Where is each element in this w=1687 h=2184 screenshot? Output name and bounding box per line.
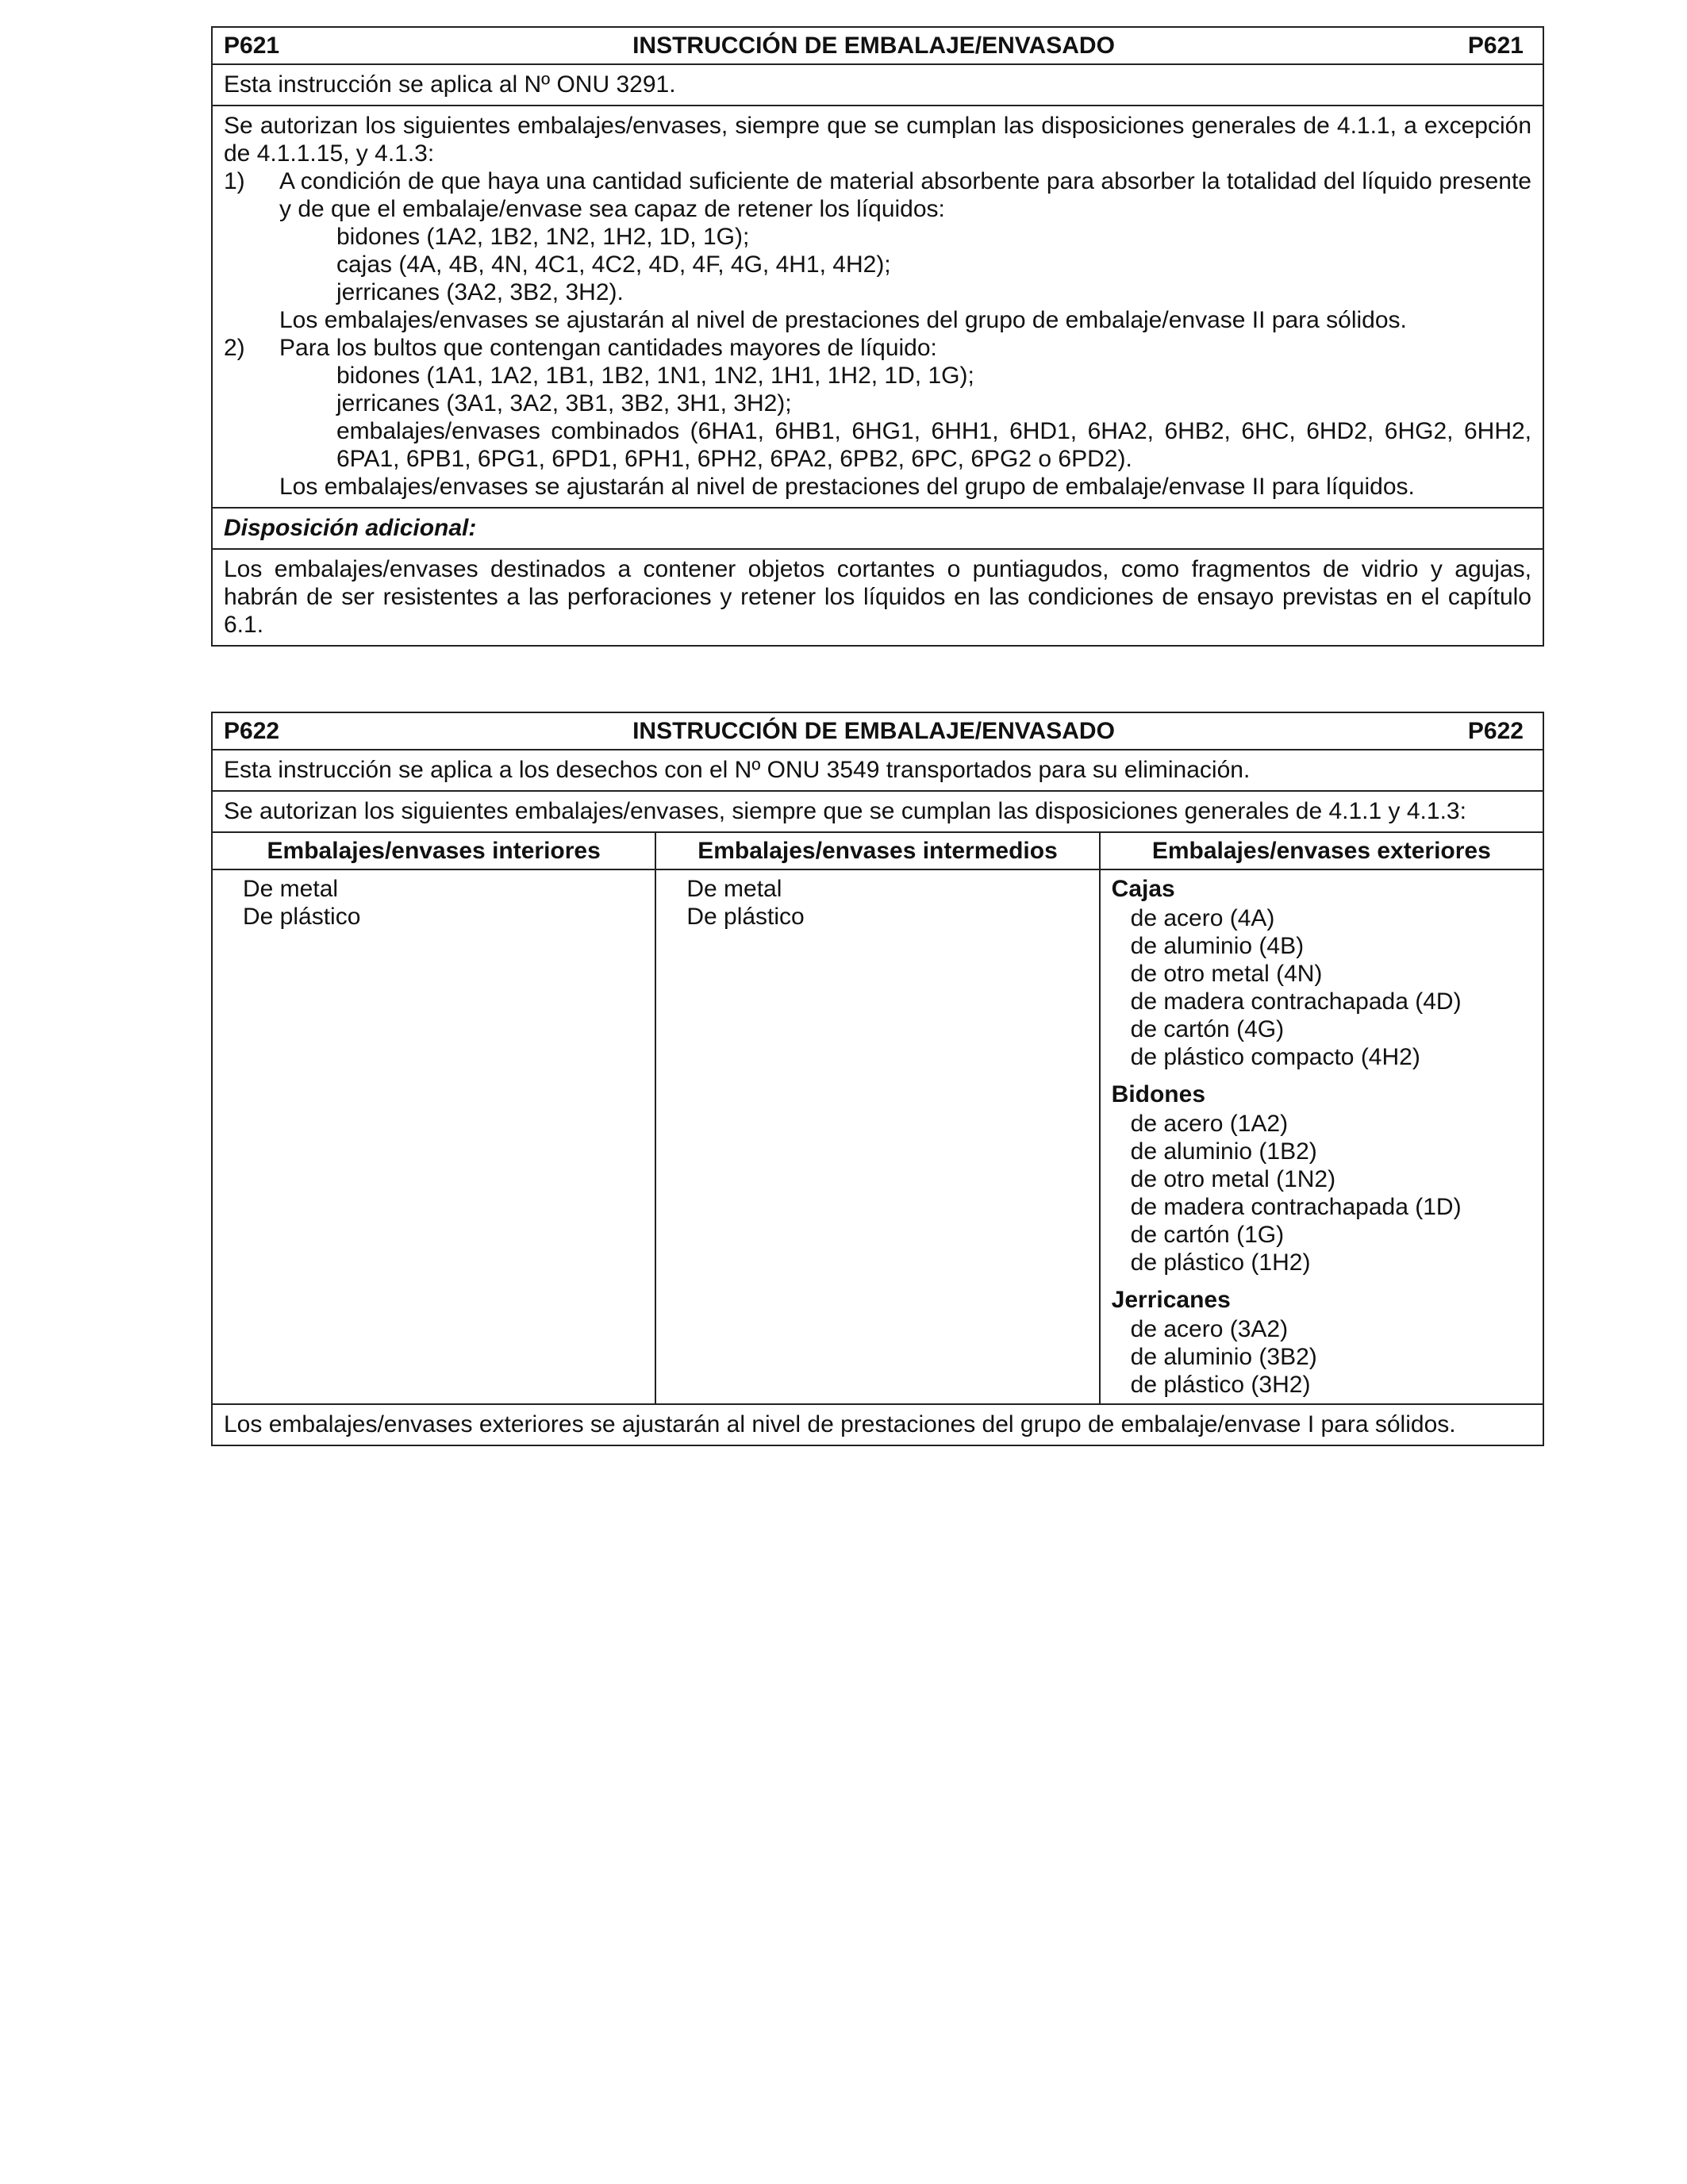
list-item: de madera contrachapada (4D) — [1130, 988, 1462, 1015]
list-item: de aluminio (1B2) — [1130, 1138, 1317, 1165]
p621-title: INSTRUCCIÓN DE EMBALAJE/ENVASADO — [632, 33, 1115, 59]
list-item: De metal — [243, 876, 339, 902]
list-item: De metal — [686, 876, 782, 902]
column-header: Embalajes/envases exteriores — [1101, 833, 1543, 870]
list-item: de aluminio (4B) — [1130, 933, 1305, 959]
list-item: de madera contrachapada (1D) — [1130, 1194, 1462, 1220]
p622-code-left: P622 — [224, 718, 280, 744]
p621-body — [213, 105, 1543, 507]
column-body — [656, 870, 1098, 935]
intermediate-column — [655, 833, 1098, 1403]
outer-column — [1099, 833, 1543, 1403]
list-item: De plástico — [686, 904, 805, 930]
p622-columns — [213, 831, 1543, 1403]
p622-header — [213, 713, 1543, 749]
list-item: De plástico — [243, 904, 361, 930]
list-item: de plástico (1H2) — [1130, 1249, 1311, 1276]
item-number: 2) — [224, 335, 245, 361]
p622-table — [211, 712, 1544, 1446]
list-item: cajas (4A, 4B, 4N, 4C1, 4C2, 4D, 4F, 4G, 4H1, 4H2); — [336, 251, 891, 278]
list-item: bidones (1A1, 1A2, 1B1, 1B2, 1N1, 1N2, 1H1, 1H2, 1D, 1G); — [336, 363, 974, 389]
p621-additional-text: Los embalajes/envases destinados a contener objetos cortantes o puntiagudos, como fragmentos de vidrio y agujas, habrán de ser resistentes a las perforaciones y retener los líquidos en las condiciones de ensayo previstas en el capítulo 6.1. — [213, 548, 1543, 645]
item-note: Los embalajes/envases se ajustarán al nivel de prestaciones del grupo de embalaje/envase II para sólidos. — [279, 307, 1407, 333]
list-item: jerricanes (3A1, 3A2, 3B1, 3B2, 3H1, 3H2); — [336, 390, 792, 416]
list-item: de otro metal (1N2) — [1130, 1166, 1336, 1192]
column-header: Embalajes/envases interiores — [213, 833, 655, 870]
list-item: de plástico (3H2) — [1130, 1372, 1311, 1398]
list-item: jerricanes (3A2, 3B2, 3H2). — [336, 279, 624, 305]
group-title: Cajas — [1111, 876, 1175, 902]
p621-header — [213, 28, 1543, 63]
item-text: Para los bultos que contengan cantidades mayores de líquido: — [279, 335, 937, 361]
list-item: de plástico compacto (4H2) — [1130, 1044, 1420, 1070]
p621-code-right: P621 — [1467, 33, 1524, 59]
list-item: de cartón (4G) — [1130, 1016, 1285, 1042]
list-item: de acero (3A2) — [1130, 1316, 1289, 1342]
column-header: Embalajes/envases intermedios — [656, 833, 1098, 870]
inner-column — [213, 833, 655, 1403]
p622-applies: Esta instrucción se aplica a los desechos con el Nº ONU 3549 transportados para su eliminación. — [213, 749, 1543, 790]
p621-table — [211, 26, 1544, 647]
additional-title: Disposición adicional: — [224, 515, 477, 541]
group-title: Bidones — [1111, 1081, 1206, 1107]
list-item: embalajes/envases combinados (6HA1, 6HB1, 6HG1, 6HH1, 6HD1, 6HA2, 6HB2, 6HC, 6HD2, 6HG2, 6HH2, 6PA1, 6PB1, 6PG1, 6PD1, 6PH1, 6PH2, 6PA2, 6PB2, 6PC, 6PG2 o 6PD2). — [336, 418, 1531, 472]
list-item: de acero (4A) — [1130, 905, 1275, 931]
list-item: de aluminio (3B2) — [1130, 1344, 1317, 1370]
item-note: Los embalajes/envases se ajustarán al nivel de prestaciones del grupo de embalaje/envase II para líquidos. — [279, 474, 1415, 500]
p621-intro: Se autorizan los siguientes embalajes/envases, siempre que se cumplan las disposiciones generales de 4.1.1, a excepción de 4.1.1.15, y 4.1.3: — [224, 113, 1531, 167]
column-body — [213, 870, 655, 935]
list-item: bidones (1A2, 1B2, 1N2, 1H2, 1D, 1G); — [336, 224, 750, 250]
p621-item-1 — [224, 167, 1531, 223]
list-item: de otro metal (4N) — [1130, 961, 1323, 987]
group-bidones — [1112, 1080, 1531, 1276]
p622-intro: Se autorizan los siguientes embalajes/envases, siempre que se cumplan las disposiciones generales de 4.1.1 y 4.1.3: — [213, 790, 1543, 831]
p621-item-2 — [224, 334, 1531, 362]
p621-additional — [213, 507, 1543, 548]
p622-footer: Los embalajes/envases exteriores se ajustarán al nivel de prestaciones del grupo de embalaje/envase I para sólidos. — [213, 1403, 1543, 1445]
list-item: de cartón (1G) — [1130, 1222, 1285, 1248]
p621-code-left: P621 — [224, 33, 280, 59]
group-cajas — [1112, 875, 1531, 1071]
group-jerricanes — [1112, 1286, 1531, 1399]
item-text: A condición de que haya una cantidad suficiente de material absorbente para absorber la totalidad del líquido presente y de que el embalaje/envase sea capaz de retener los líquidos: — [279, 168, 1531, 222]
p622-title: INSTRUCCIÓN DE EMBALAJE/ENVASADO — [632, 718, 1115, 744]
item-number: 1) — [224, 168, 245, 194]
list-item: de acero (1A2) — [1130, 1111, 1289, 1137]
p622-code-right: P622 — [1467, 718, 1524, 744]
group-title: Jerricanes — [1111, 1287, 1231, 1313]
p621-applies: Esta instrucción se aplica al Nº ONU 3291. — [213, 63, 1543, 105]
column-body — [1101, 870, 1543, 1403]
